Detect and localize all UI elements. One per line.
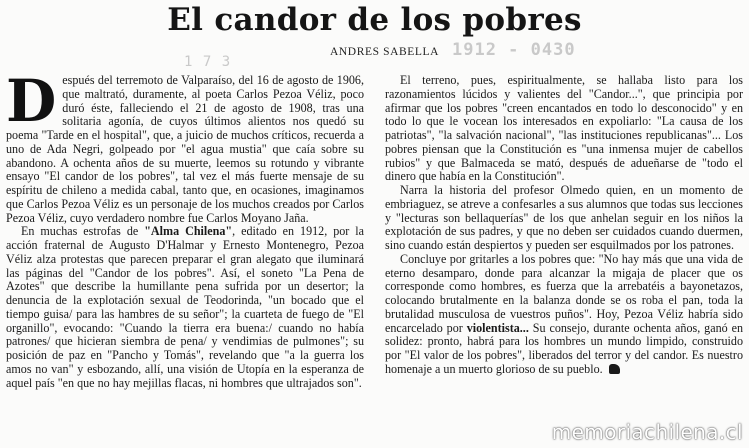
handwritten-note-2: 1912 - 0430 (452, 40, 576, 60)
paragraph-text: Su consejo, durante ochenta años, ganó en solidez: pronto, habrá para los hombres un mundo limpido, construido por "El valor de los pobres", liberados del terror y del candor. Es nuestro homenaje a un muerto glorioso de su pueblo. (385, 320, 743, 376)
paragraph: Narra la historia del profesor Olmedo quien, en un momento de embriaguez, se atreve a confesarles a sus alumnos que todas sus lecciones y "lecturas son bellaquerías" de los que anhelan seguir en los niños la explotación de sus padres, y que no deben ser cuidados cuando duermen, sino cuando están despiertos y pueden ser esquilmados por los patrones. (385, 183, 743, 252)
article-author: ANDRES SABELLA (330, 46, 440, 58)
book-title-alma-chilena: "Alma Chilena" (144, 224, 233, 239)
bold-word-violentista: violentista... (466, 320, 529, 335)
paragraph-text: En muchas estrofas de (21, 224, 145, 239)
paragraph-text: Concluye por gritarles a los pobres que: "No hay más que una vida de eterno desamparo, donde para alcanzar la migaja de placer que os corresponde como hombres, es fuerza que la arrebatéis a bayonetazos, colocando brutalmente en la balanza donde se os roba el pan, toda la brutalidad musculosa de vuestros puños". Hoy, Pezoa Véliz habría sido encarcelado por (385, 251, 743, 335)
paragraph-text: , editado en 1912, por la acción fraternal de Augusto D'Halmar y Ernesto Montenegro, Pezoa Véliz alza protestas que parecen preparar el gran alegato que iluminará las páginas del "Candor de los pobres". Así, el soneto "La Pena de Azotes" que describe la humillante pena sufrida por un desertor; la denuncia de la explotación sexual de Teodorinda, "un bocado que el tiempo guisa/ para las hambres de su señor"; la cuarteta de fuego de "El organillo", evocando: "Cuando la tierra era buena:/ cuando no había patrones/ que hicieran siembra de pena/ y vendimias de pulmones"; su posición de paz en "Pancho y Tomás", revelando que "a la guerra los amos no van" y esbozando, allí, una visión de Utopía en la esperanza de aquel país "en que no hay mejillas flacas, ni hombres que ultrajados son". (6, 224, 364, 390)
end-mark-icon (609, 364, 620, 374)
watermark-text: memoriachilena.cl (551, 420, 743, 444)
paragraph (385, 253, 743, 377)
article-column-left (6, 74, 364, 448)
handwritten-note-1: 1 7 3 (184, 54, 232, 70)
article-column-right (385, 74, 743, 448)
paragraph (6, 74, 364, 225)
paragraph (6, 225, 364, 390)
article-title: El candor de los pobres (167, 2, 582, 38)
drop-cap: D (6, 74, 57, 135)
paragraph-text: espués del terremoto de Valparaíso, del 16 de agosto de 1906, que maltrató, duramente, al poeta Carlos Pezoa Véliz, poco duró éste, falleciendo el 21 de agosto de 1908, tras una solitaria agonía, de cuyos últimos alientos nos quedó su poema "Tarde en el hospital", que, a juicio de muchos críticos, recuerda a uno de Ada Negri, golpeado por "el agua mustia" que caía sobre su abandono. A ochenta años de su muerte, leemos su rotundo y vibrante ensayo "El candor de los pobres", tal vez el más fuerte mensaje de su espíritu de chileno a medida cabal, tanto que, en ocasiones, imaginamos que Carlos Pezoa Véliz es un personaje de los muchos creados por Carlos Pezoa Véliz, cuyo verdadero nombre fue Carlos Moyano Jaña. (6, 74, 364, 225)
paragraph: El terreno, pues, espiritualmente, se hallaba listo para los razonamientos lúcidos y valientes del "Candor...", que principia por afirmar que los pobres "creen encantados en todo lo desconocido" y en todo lo que le vocean los interesados en expoliarlo: "La causa de los patriotas", "la salvación nacional", "las instituciones republicanas"... Los pobres piensan que la Constitución es "una inmensa mujer de cabellos rubios" y que Balmaceda se mató, después de adueñarse de "todo el dinero que había en la Constitución". (385, 74, 743, 184)
